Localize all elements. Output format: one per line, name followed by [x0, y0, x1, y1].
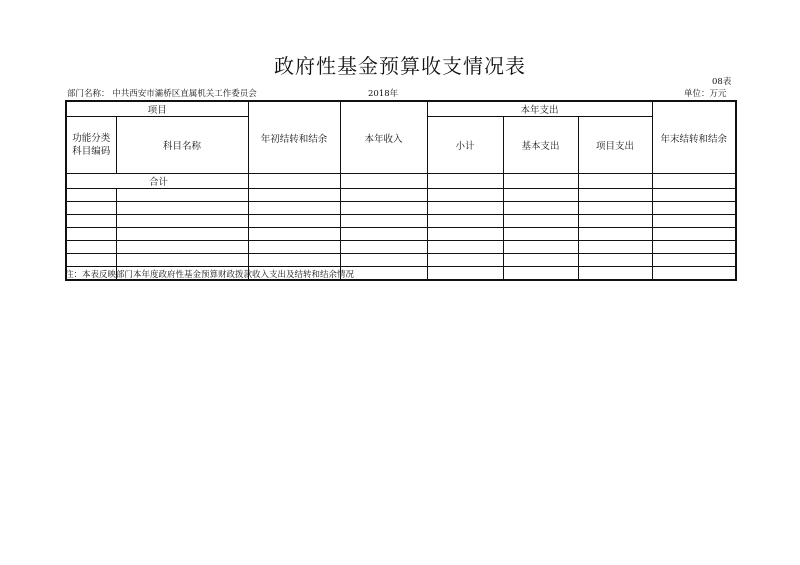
table-cell: [66, 215, 116, 228]
table-cell: [116, 254, 248, 267]
table-cell: [652, 202, 736, 215]
table-cell: [340, 254, 427, 267]
table-cell: [503, 267, 578, 281]
header-current-expense: 本年支出: [427, 101, 652, 117]
table-cell: [248, 254, 340, 267]
table-cell: [340, 189, 427, 202]
table-cell: [116, 241, 248, 254]
table-cell: [248, 215, 340, 228]
table-cell: [427, 189, 503, 202]
table-cell: [652, 228, 736, 241]
table-row: [66, 202, 736, 215]
table-cell: [340, 228, 427, 241]
table-cell: [427, 228, 503, 241]
table-cell: [578, 267, 652, 281]
table-cell: [578, 228, 652, 241]
table-cell: [66, 254, 116, 267]
table-cell: [427, 215, 503, 228]
header-ending-balance: 年末结转和结余: [652, 101, 736, 174]
table-cell: [116, 215, 248, 228]
table-cell: [503, 241, 578, 254]
table-cell: [503, 215, 578, 228]
total-label: 合计: [66, 174, 248, 189]
table-cell: [578, 189, 652, 202]
table-cell: [427, 202, 503, 215]
header-subtotal: 小计: [427, 117, 503, 174]
table-cell: [66, 228, 116, 241]
fiscal-year: 2018年: [368, 89, 399, 99]
table-cell: [116, 228, 248, 241]
table-cell: [248, 189, 340, 202]
table-cell: [248, 174, 340, 189]
table-cell: [652, 215, 736, 228]
table-cell: [66, 189, 116, 202]
header-current-income: 本年收入: [340, 101, 427, 174]
form-number: 08表: [712, 77, 732, 87]
table-cell: [427, 267, 503, 281]
table-cell: [578, 215, 652, 228]
table-cell: [652, 189, 736, 202]
table-cell: [503, 228, 578, 241]
table-cell: [578, 241, 652, 254]
table-cell: [578, 174, 652, 189]
header-opening-balance: 年初结转和结余: [248, 101, 340, 174]
table-cell: [66, 202, 116, 215]
table-cell: [66, 241, 116, 254]
table-cell: [427, 241, 503, 254]
table-cell: [652, 174, 736, 189]
table-cell: [427, 174, 503, 189]
table-cell: [427, 254, 503, 267]
footnote: 注：本表反映部门本年度政府性基金预算财政拨款收入支出及结转和结余情况: [65, 270, 355, 280]
table-cell: [652, 254, 736, 267]
table-cell: [116, 189, 248, 202]
table-row: [66, 228, 736, 241]
unit-label: 单位：万元: [684, 89, 727, 99]
table-cell: [503, 189, 578, 202]
table-row: [66, 189, 736, 202]
table-cell: [340, 241, 427, 254]
department-name: 部门名称： 中共西安市灞桥区直属机关工作委员会: [67, 89, 257, 99]
header-basic-expense: 基本支出: [503, 117, 578, 174]
header-name: 科目名称: [116, 117, 248, 174]
header-project: 项目: [66, 101, 248, 117]
table-cell: [248, 228, 340, 241]
table-cell: [578, 254, 652, 267]
table-cell: [340, 202, 427, 215]
table-cell: [116, 202, 248, 215]
table-cell: [340, 174, 427, 189]
table-cell: [652, 241, 736, 254]
table-cell: [248, 241, 340, 254]
page-title: 政府性基金预算收支情况表: [274, 54, 526, 78]
table-row: [66, 241, 736, 254]
table-cell: [248, 202, 340, 215]
table-cell: [503, 254, 578, 267]
fund-budget-table: [65, 100, 737, 281]
table-row: [66, 215, 736, 228]
table-row: [66, 254, 736, 267]
table-cell: [652, 267, 736, 281]
header-code: 功能分类科目编码: [66, 117, 116, 174]
table-cell: [340, 215, 427, 228]
table-cell: [503, 174, 578, 189]
header-project-expense: 项目支出: [578, 117, 652, 174]
table-cell: [503, 202, 578, 215]
table-cell: [578, 202, 652, 215]
table-row-total: [66, 174, 736, 189]
